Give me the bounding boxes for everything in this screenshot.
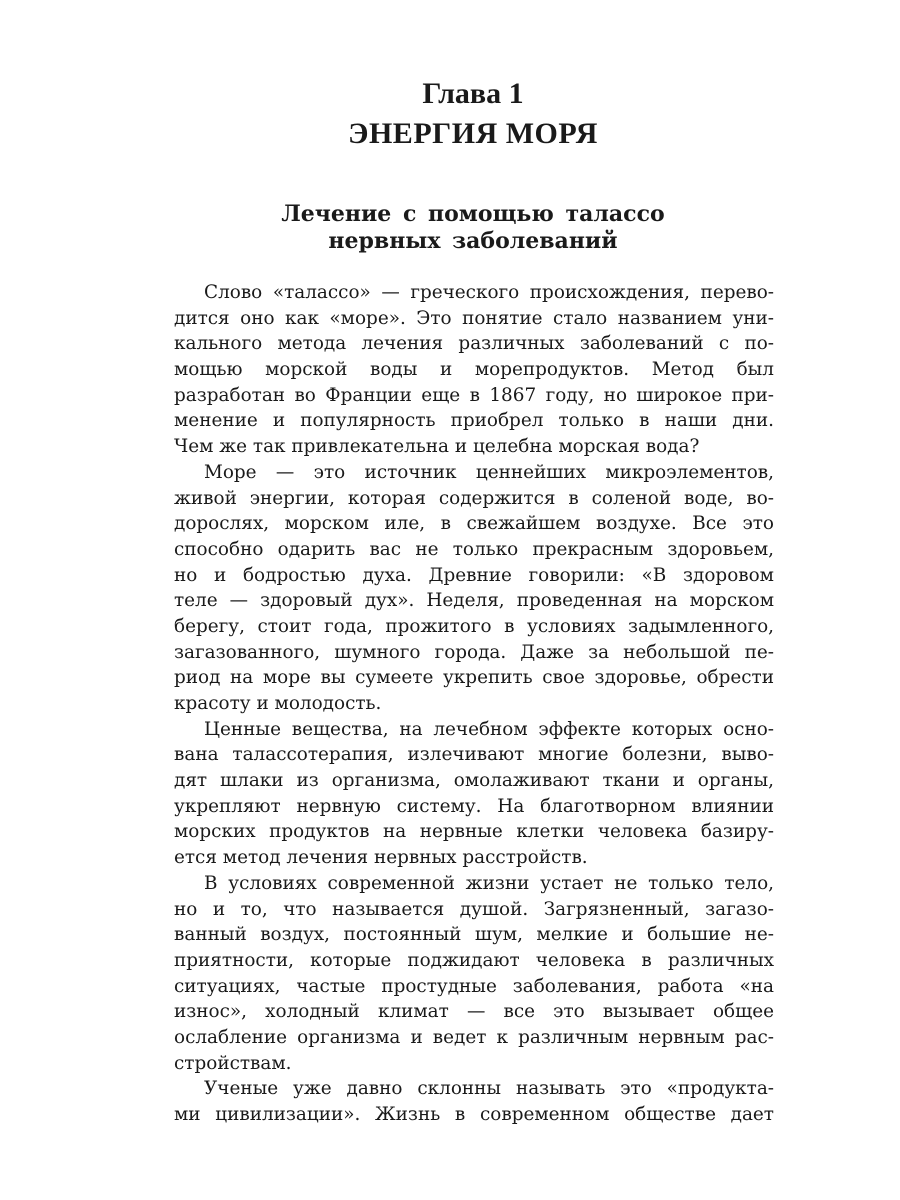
paragraph [174, 717, 774, 871]
text-line: разработан во Франции еще в 1867 году, но широкое при- [174, 384, 774, 406]
chapter-title: ЭНЕРГИЯ МОРЯ [348, 117, 598, 150]
text-line: Чем же так привлекательна и целебна морская вода? [174, 436, 700, 458]
section-title-line: нервных заболеваний [328, 228, 618, 254]
text-line: риод на море вы сумеете укрепить свое здоровье, обрести [174, 667, 774, 689]
text-line: живой энергии, которая содержится в соленой воде, во- [174, 487, 774, 509]
text-line: дят шлаки из организма, омолаживают ткани и органы, [174, 770, 774, 792]
text-line: Ценные вещества, на лечебном эффекте которых осно- [204, 718, 774, 740]
text-line: приятности, которые поджидают человека в различных [174, 949, 774, 971]
body-text [174, 280, 774, 1128]
paragraph [174, 460, 774, 717]
text-line: ванный воздух, постоянный шум, мелкие и большие не- [174, 924, 774, 946]
paragraph [174, 1076, 774, 1127]
text-line: загазованного, шумного города. Даже за небольшой пе- [174, 641, 774, 663]
section-title-line: Лечение с помощью талассо [281, 201, 665, 227]
text-line: укрепляют нервную систему. На благотворном влиянии [174, 795, 774, 817]
text-line: красоту и молодость. [174, 693, 382, 714]
text-line: вана талассотерапия, излечивают многие болезни, выво- [174, 744, 774, 766]
text-line: дорослях, морском иле, в свежайшем воздухе. Все это [174, 513, 774, 535]
text-line: В условиях современной жизни устает не только тело, [204, 872, 774, 894]
text-line: Слово «талассо» — греческого происхождения, перево- [204, 282, 774, 303]
text-line: стройствам. [174, 1052, 292, 1074]
text-line: износ», холодный климат — все это вызывает общее [174, 1001, 774, 1023]
text-line: морских продуктов на нервные клетки человека базиру- [174, 821, 774, 843]
section-title [0, 201, 900, 255]
text-line: дится оно как «море». Это понятие стало названием уни- [174, 307, 774, 329]
text-line: ситуациях, частые простудные заболевания, работа «на [174, 975, 774, 997]
text-line: ми цивилизации». Жизнь в современном обществе дает [174, 1104, 774, 1125]
text-line: способно одарить вас не только прекрасным здоровьем, [174, 538, 774, 560]
paragraph [174, 871, 774, 1077]
text-line: мощью морской воды и морепродуктов. Метод был [174, 359, 774, 381]
text-line: ослабление организма и ведет к различным нервным рас- [174, 1026, 774, 1048]
text-line: кального метода лечения различных заболеваний с по- [174, 333, 774, 355]
text-line: менение и популярность приобрел только в наши дни. [174, 410, 774, 432]
text-line: Ученые уже давно склонны называть это «продукта- [204, 1078, 774, 1100]
chapter-label: Глава 1 [422, 77, 524, 110]
text-line: берегу, стоит года, прожитого в условиях задымленного, [174, 615, 774, 637]
text-line: ется метод лечения нервных расстройств. [174, 847, 588, 869]
text-line: но и то, что называется душой. Загрязненный, загазо- [174, 898, 774, 920]
paragraph [174, 280, 774, 460]
text-line: Море — это источник ценнейших микроэлементов, [204, 461, 774, 483]
text-line: но и бодростью духа. Древние говорили: «В здоровом [174, 564, 774, 586]
text-line: теле — здоровый дух». Неделя, проведенная на морском [174, 590, 774, 612]
